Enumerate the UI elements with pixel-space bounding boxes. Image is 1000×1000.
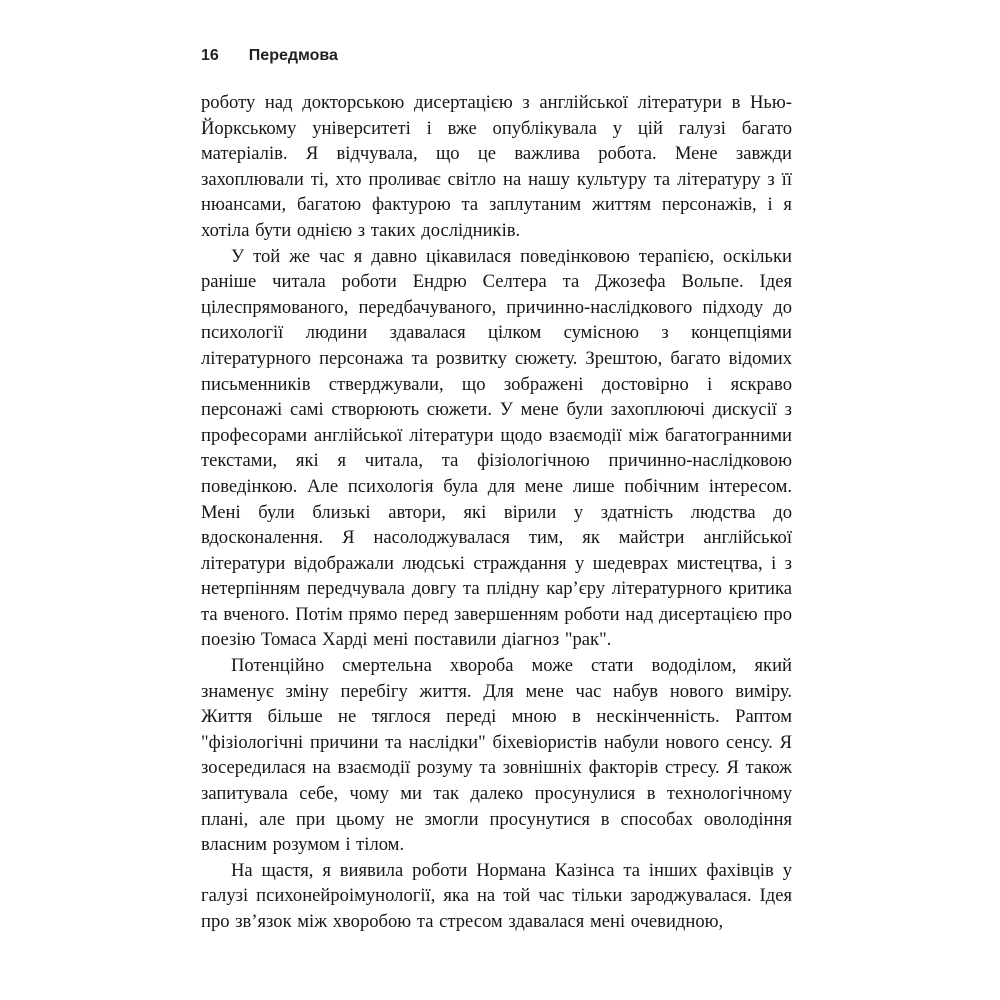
paragraph: Потенційно смертельна хвороба може стати вододілом, який знаменує зміну перебігу життя. Для мене час набув нового виміру. Життя більше не тяглося переді мною в нескінченність. Раптом "фізіологічні причини та наслідки" біхевіористів набули нового сенсу. Я зосередилася на взаємодії розуму та зовнішніх факторів стресу. Я також запитувала себе, чому ми так далеко просунулися в технологічному плані, але при цьому не змогли просунутися в способах оволодіння власним розумом і тілом. bbox=[201, 655, 792, 856]
text-column bbox=[201, 47, 792, 935]
page-number: 16 bbox=[201, 47, 219, 64]
chapter-title: Передмова bbox=[248, 47, 338, 64]
paragraph: роботу над докторською дисертацією з англійської літератури в Нью-Йоркському університеті і вже опублікувала у цій галузі багато матеріалів. Я відчувала, що це важлива робота. Мене завжди захоплювали ті, хто проливає світло на нашу культуру та літературу з її нюансами, багатою фактурою та заплутаним життям персонажів, і я хотіла бути однією з таких дослідників. bbox=[201, 92, 792, 241]
paragraph: На щастя, я виявила роботи Нормана Казінса та інших фахівців у галузі психонейроімунології, яка на той час тільки зароджувалася. Ідея про зв’язок між хворобою та стресом здавалася мені очевидною, bbox=[201, 859, 792, 932]
running-head bbox=[201, 47, 792, 65]
body-text bbox=[201, 90, 792, 935]
paragraph: У той же час я давно цікавилася поведінковою терапією, оскільки раніше читала роботи Ендрю Селтера та Джозефа Вольпе. Ідея цілеспрямованого, передбачуваного, причинно-наслідкового підходу до психології людини здавалася цілком сумісною з концепціями літературного персонажа та розвитку сюжету. Зрештою, багато відомих письменників стверджували, що зображені достовірно і яскраво персонажі самі створюють сюжети. У мене були захоплюючі дискусії з професорами англійської літератури щодо взаємодії між багатогранними текстами, які я читала, та фізіологічною причинно-наслідковою поведінкою. Але психологія була для мене лише побічним інтересом. Мені були близькі автори, які вірили у здатність людства до вдосконалення. Я насолоджувалася тим, як майстри англійської літератури відображали людські страждання у шедеврах мистецтва, і з нетерпінням передчувала довгу та плідну кар’єру літературного критика та вченого. Потім прямо перед завершенням роботи над дисертацією про поезію Томаса Харді мені поставили діагноз "рак". bbox=[201, 245, 792, 651]
